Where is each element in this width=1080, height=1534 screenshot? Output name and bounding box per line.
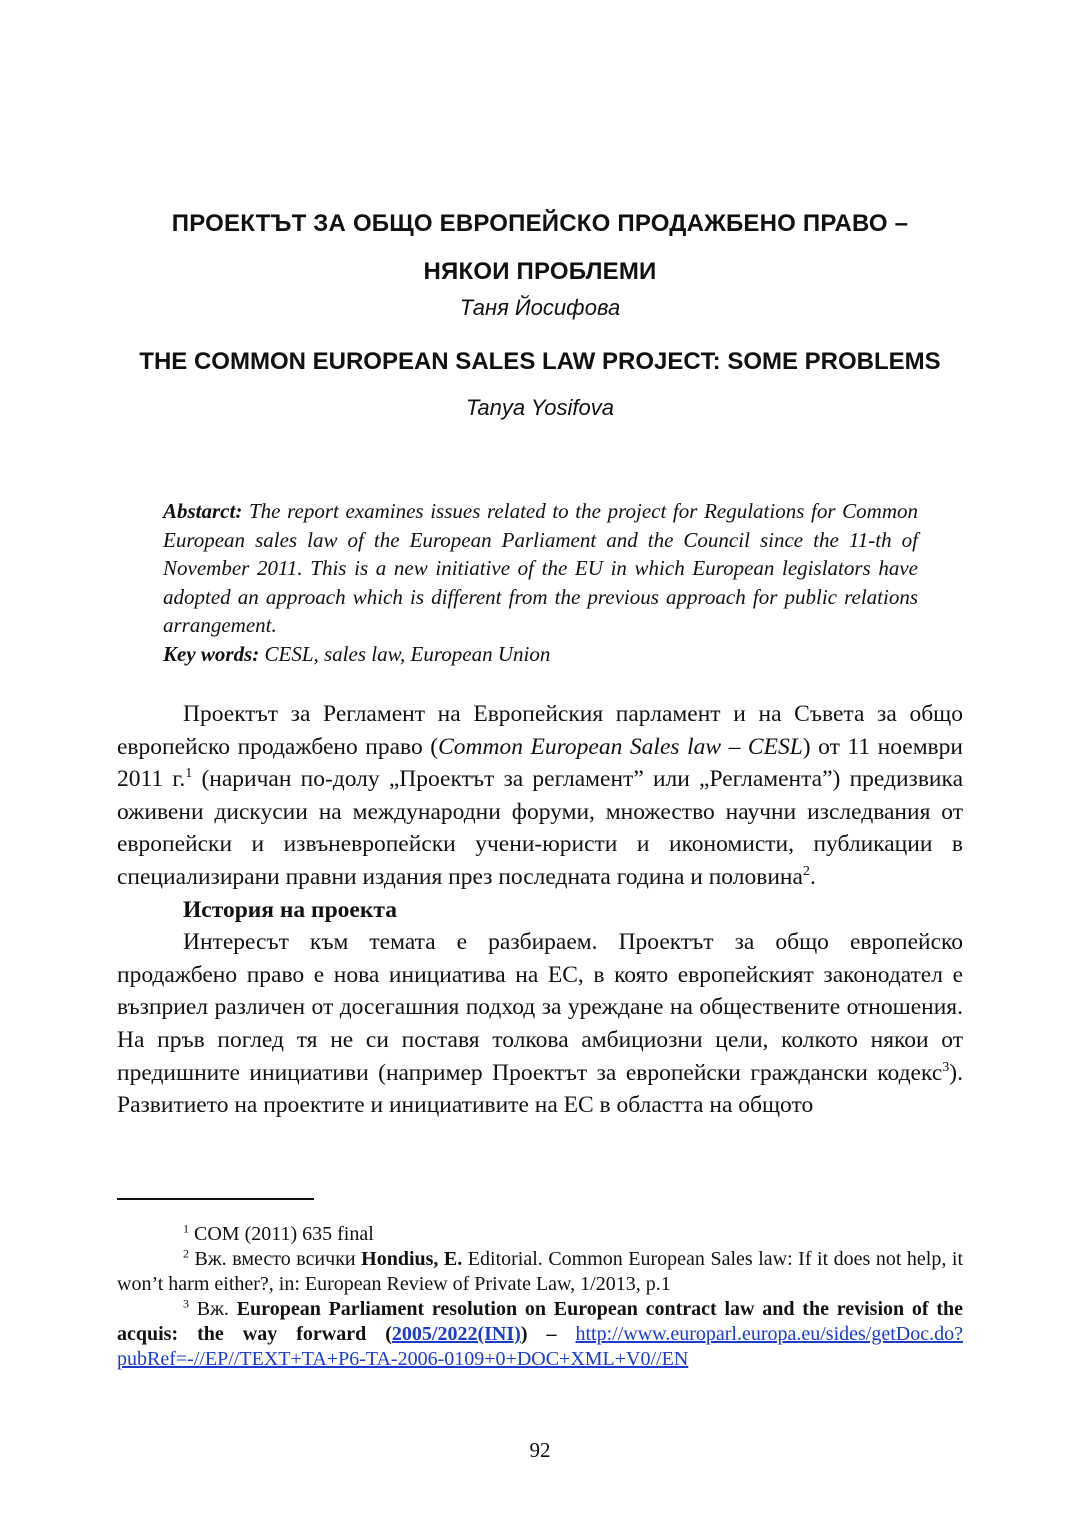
paragraph-history: Интересът към темата е разбираем. Проектът за общо европейско продажбено право е нова инициатива на ЕС, в която европейският законодател е възприел различен от досегашния подход за уреждане на обществените отношения. На пръв поглед тя не си поставя толкова амбициозни цели, колкото някои от предишните инициативи (например Проектът за европейски граждански кодекс$^3$). Развитието на проектите и инициативите на ЕС в областта на общото xyxy=(117,929,963,1119)
footnote-ref-1[interactable]: 1 xyxy=(185,765,193,782)
keywords-text: CESL, sales law, European Union xyxy=(259,641,551,666)
footnote-2: $^2$ Вж. вместо всички Hondius, E. Editorial. Common European Sales law: If it does not help, it won’t harm either?, in: European Review of Private Law, 1/2013, p.1 xyxy=(117,1246,963,1295)
footnote-1: $^1$ COM (2011) 635 final xyxy=(183,1221,374,1245)
procedure-link[interactable]: 2005/2022(INI) xyxy=(391,1323,521,1345)
title-bulgarian-line-2: НЯКОИ ПРОБЛЕМИ xyxy=(423,258,657,285)
page-number: 92 xyxy=(529,1438,551,1462)
cesl-term: Common European Sales law – CESL xyxy=(438,733,803,760)
europarl-url-link[interactable]: http://www.europarl.europa.eu/sides/getDoc.do?pubRef=-//EP//TEXT+TA+P6-TA-2006-0109+0+DOC+XML+V0//EN xyxy=(117,1323,963,1370)
section-heading: История на проекта xyxy=(183,896,397,923)
resolution-title: European Parliament resolution on European contract law and the revision of the acquis: the way forward ( xyxy=(117,1298,963,1345)
footnote-divider xyxy=(117,1198,314,1200)
abstract-paragraph xyxy=(163,497,918,640)
abstract-block xyxy=(163,497,918,668)
footnote-ref-3[interactable]: 3 xyxy=(942,1058,950,1075)
author-bulgarian: Таня Йосифова xyxy=(459,295,621,320)
body-text xyxy=(117,698,963,1122)
cited-author: Hondius, E. xyxy=(361,1248,463,1270)
paragraph-intro: Проектът за Регламент на Европейския парламент и на Съвета за общо европейско продажбено право (Common European Sales law – CESL) от 11 ноември 2011 г.$^1$ (наричан по-долу „Проектът за регламент” или „Регламента”) предизвика оживени дискусии на международни форуми, множество научни изследвания от европейски и извъневропейски учени-юристи и икономисти, публикации в специализирани правни издания през последната година и половина$^2$. xyxy=(117,701,963,890)
abstract-text: The report examines issues related to the project for Regulations for Common European sales law of the European Parliament and the Council since the 11-th of November 2011. This is a new initiative of the EU in which European legislators have adopted an approach which is different from the previous approach for public relations arrangement. xyxy=(163,499,918,637)
footnote-3: $^3$ Вж. European Parliament resolution on European contract law and the revision of the acquis: the way forward (2005/2022(INI)) – http://www.europarl.europa.eu/sides/getDoc.do?pubRef=-//EP//TEXT+TA+P6-TA-2006-0109+0+DOC+XML+V0//EN xyxy=(117,1296,963,1370)
footnote-ref-2[interactable]: 2 xyxy=(802,863,810,880)
title-bulgarian-line-1: ПРОЕКТЪТ ЗА ОБЩО ЕВРОПЕЙСКО ПРОДАЖБЕНО ПРАВО – xyxy=(171,210,909,237)
keywords-paragraph xyxy=(163,640,918,669)
footnotes xyxy=(117,1222,963,1372)
author-english: Tanya Yosifova xyxy=(465,395,614,420)
keywords-label: Key words: xyxy=(163,641,260,666)
abstract-label: Abstarct: xyxy=(163,499,243,523)
title-english: THE COMMON EUROPEAN SALES LAW PROJECT: SOME PROBLEMS xyxy=(139,348,941,375)
title-bulgarian xyxy=(100,200,980,296)
